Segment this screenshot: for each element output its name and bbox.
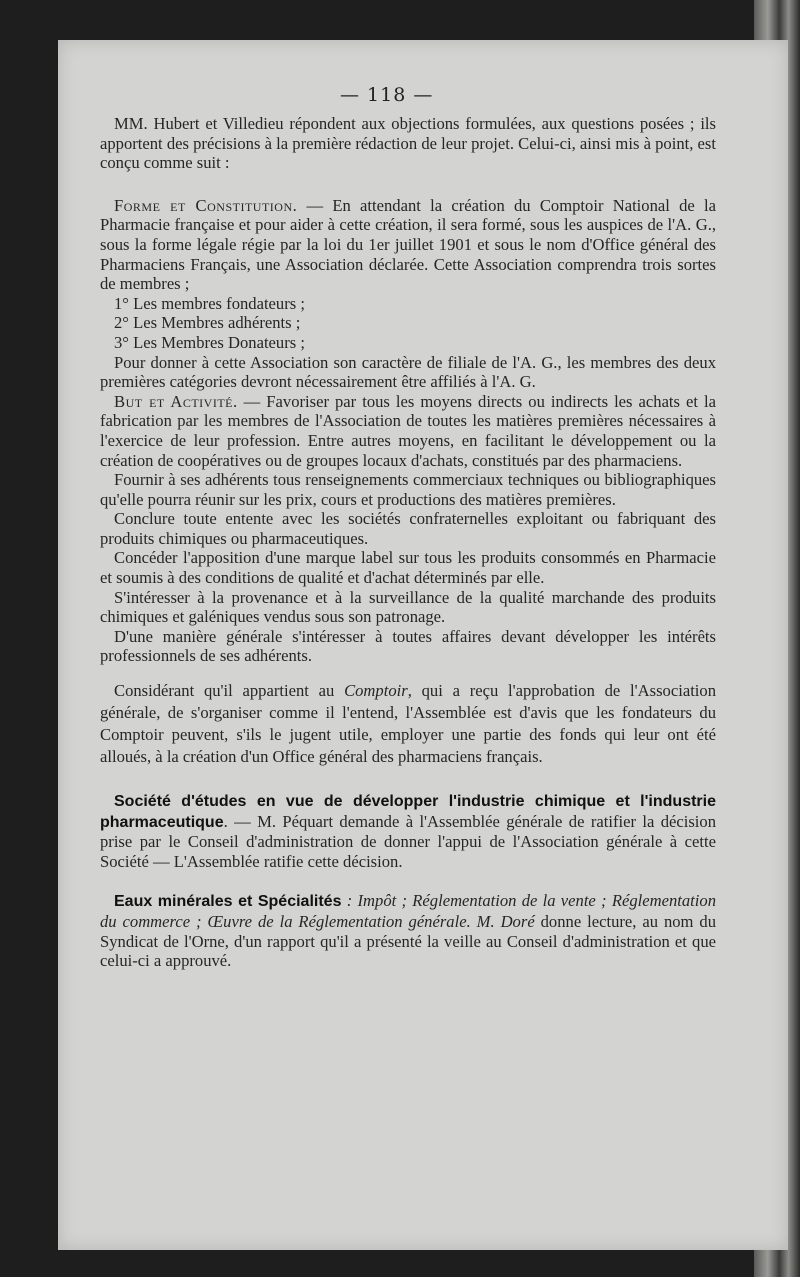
eaux-paragraph [100, 891, 716, 970]
members-list [100, 294, 716, 353]
considerant-before: Considérant qu'il appartient au [114, 681, 345, 701]
but-heading: But et Activité. [114, 391, 238, 411]
forme-heading: Forme et Constitution. [114, 195, 298, 215]
but-paragraph-conclure: Conclure toute entente avec les sociétés confraternelles exploitant ou fabriquant des produits chimiques ou pharmaceutiques. [100, 509, 716, 548]
societe-heading: Société d'études en vue de développer l'industrie chimique et l'industrie pharmaceutique [100, 793, 716, 831]
list-item: 1° Les membres fondateurs ; [114, 293, 305, 313]
but-text: — Favoriser par tous les moyens directs ou indirects les achats et la fabrication par les membres de l'Association de toutes les matières premières nécessaires à l'exercice de leur profession. Entre autres moyens, en facilitant le développement ou la création de coopératives ou de groupes locaux d'achats, constitués par des pharmaciens. [100, 391, 717, 470]
but-paragraph-conceder: Concéder l'apposition d'une marque label sur tous les produits consommés en Pharmacie et soumis à des conditions de qualité et d'achat déterminés par elle. [100, 548, 716, 588]
but-paragraph-fournir: Fournir à ses adhérents tous renseignements commerciaux techniques ou bibliographiques qu'elle pourra réunir sur les prix, cours et productions des matières premières. [100, 470, 716, 509]
societe-paragraph [100, 791, 716, 871]
but-paragraph [100, 392, 716, 470]
eaux-heading: Eaux minérales et Spécialités [114, 893, 342, 911]
list-item: 3° Les Membres Donateurs ; [114, 332, 305, 352]
page-body [100, 114, 716, 971]
forme-text: — En attendant la création du Comptoir National de la Pharmacie française et pour aider à cette création, il sera formé, sous les auspices de l'A. G., sous la forme légale régie par la loi du 1er juillet 1901 et sous le nom d'Office général des Pharmaciens Français, une Association déclarée. Cette Association comprendra trois sortes de membres ; [100, 195, 716, 294]
forme-paragraph [100, 196, 716, 294]
considerant-after: , qui a reçu l'approbation de l'Association générale, de s'organiser comme il l'entend, l'Assemblée est d'avis que les fondateurs du Comptoir peuvent, s'ils le jugent utile, employer une partie des fonds qui leur ont été alloués, à la création d'un Office général des pharmaciens français. [100, 681, 717, 767]
but-paragraph-interesser: S'intéresser à la provenance et à la surveillance de la qualité marchande des produits chimiques et galéniques vendus sous son patronage. [100, 587, 716, 627]
forme-closing: Pour donner à cette Association son caractère de filiale de l'A. G., les membres des deux premières catégories devront nécessairement être affiliés à l'A. G. [100, 352, 716, 392]
considerant-paragraph [100, 680, 716, 768]
intro-paragraph: MM. Hubert et Villedieu répondent aux objections formulées, aux questions posées ; ils apportent des précisions à la première rédaction de leur projet. Celui-ci, ainsi mis à point, est conçu comme suit : [100, 114, 716, 173]
eaux-text: donne lecture, au nom du Syndicat de l'Orne, d'un rapport qu'il a présenté la veille au Conseil d'administration et que celui-ci a approuvé. [100, 912, 716, 971]
but-paragraph-general: D'une manière générale s'intéresser à toutes affaires devant développer les intérêts professionnels de ses adhérents. [100, 626, 716, 666]
societe-text: . — M. Péquart demande à l'Assemblée générale de ratifier la décision prise par le Conseil d'administration de donner l'appui de l'Association générale à cette Société — L'Assemblée ratifie cette décision. [100, 811, 716, 871]
list-item: 2° Les Membres adhérents ; [114, 313, 301, 333]
page-number: — 118 — [340, 84, 434, 106]
considerant-italic: Comptoir [344, 681, 408, 701]
eaux-italic: : Impôt ; Réglementation de la vente ; Réglementation du commerce ; Œuvre de la Réglementation générale. M. Doré [100, 891, 716, 931]
